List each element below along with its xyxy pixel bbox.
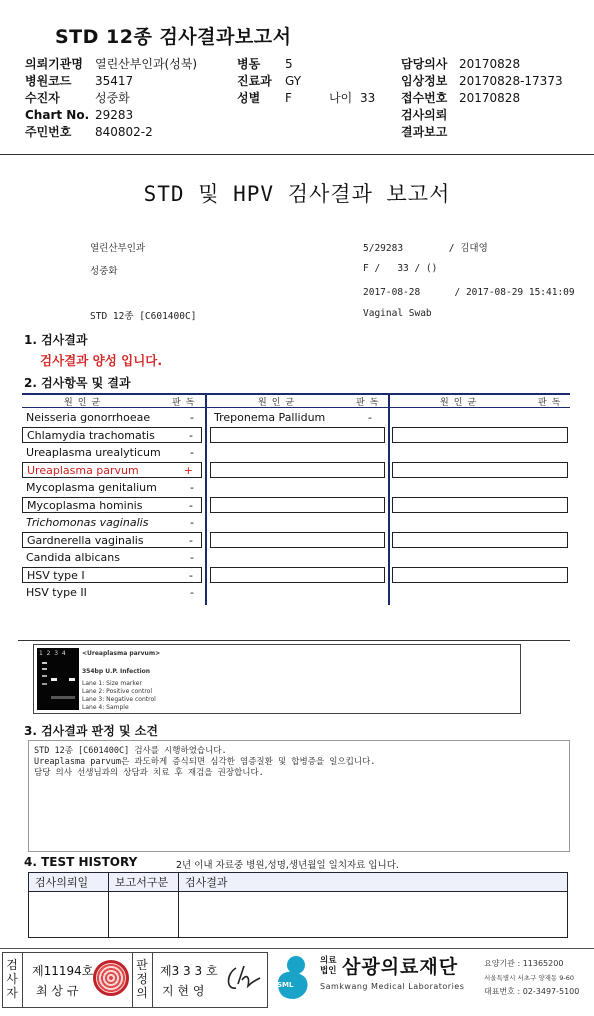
organism-result: - bbox=[190, 411, 194, 424]
result-row bbox=[22, 532, 202, 548]
info-patient: 성중화 bbox=[90, 266, 118, 277]
organism-result: - bbox=[190, 516, 194, 529]
header-right-values bbox=[459, 56, 563, 107]
institution-value: 열린산부인과(성북) bbox=[95, 57, 198, 71]
result-row-positive bbox=[22, 462, 202, 478]
receipt-no-label: 접수번호 bbox=[401, 91, 448, 105]
gel-lane-numbers: 1 2 3 4 bbox=[39, 650, 66, 657]
result-row bbox=[22, 427, 202, 443]
hospital-code-value: 35417 bbox=[95, 74, 134, 88]
ward-label: 병동 bbox=[237, 57, 261, 71]
organism-result: - bbox=[189, 569, 193, 582]
gel-lane-2: Lane 2: Positive control bbox=[82, 688, 153, 695]
finding-line: STD 12종 [C601400C] 검사를 시행하였습니다. bbox=[34, 746, 227, 756]
history-table bbox=[28, 872, 568, 938]
result-row bbox=[210, 410, 380, 426]
info-sex-age: F / 33 / () bbox=[363, 263, 438, 274]
section-2-title: 2. 검사항목 및 결과 bbox=[24, 376, 131, 390]
ward-value: 5 bbox=[285, 57, 293, 71]
section-divider bbox=[18, 640, 570, 641]
organism-result: - bbox=[190, 586, 194, 599]
age-value: 33 bbox=[360, 91, 376, 105]
chart-no-value: 29283 bbox=[95, 108, 134, 122]
reviewer-name: 지 현 영 bbox=[162, 984, 205, 998]
col-organism-header-2: 원인균 bbox=[258, 398, 300, 408]
sml-logo-icon bbox=[272, 953, 316, 1001]
resident-no-label: 주민번호 bbox=[25, 125, 72, 139]
result-row bbox=[22, 550, 202, 566]
history-note: 2년 이내 자료중 병원,성명,생년월일 일치자료 입니다. bbox=[176, 860, 399, 871]
organism-name: Treponema Pallidum bbox=[214, 411, 326, 424]
organism-result: + bbox=[183, 464, 193, 477]
column-divider-2 bbox=[388, 393, 390, 605]
empty-result-box bbox=[392, 497, 568, 513]
examiner-license-no: 제11194호 bbox=[32, 964, 94, 978]
organism-name: Neisseria gonorrhoeae bbox=[26, 411, 151, 424]
sml-logo-text: SML bbox=[277, 981, 294, 989]
result-report-label: 결과보고 bbox=[401, 125, 448, 139]
dept-value: GY bbox=[285, 74, 302, 88]
empty-result-box bbox=[210, 497, 385, 513]
info-specimen: Vaginal Swab bbox=[363, 308, 432, 319]
organism-name: HSV type I bbox=[27, 569, 85, 582]
organism-name: Ureaplasma parvum bbox=[27, 464, 139, 477]
history-col-date: 검사의뢰일 bbox=[29, 873, 109, 892]
col-result-header-2: 판독 bbox=[356, 398, 384, 408]
gel-lane-1: Lane 1: Size marker bbox=[82, 680, 142, 687]
organism-result: - bbox=[190, 481, 194, 494]
info-dates: 2017-08-28 / 2017-08-29 15:41:09 bbox=[363, 287, 575, 298]
section-3-title: 3. 검사결과 판정 및 소견 bbox=[24, 724, 158, 738]
sex-label: 성별 bbox=[237, 91, 261, 105]
organism-name: HSV type II bbox=[26, 586, 87, 599]
reviewer-label: 판정의 bbox=[136, 958, 148, 1000]
resident-no-value: 840802-2 bbox=[95, 125, 153, 139]
result-row bbox=[22, 480, 202, 496]
gel-title: <Ureaplasma parvum> bbox=[82, 650, 161, 657]
recipient-label: 수진자 bbox=[25, 91, 60, 105]
info-hospital: 열린산부인과 bbox=[90, 243, 146, 254]
organism-name: Ureaplasma urealyticum bbox=[26, 446, 161, 459]
result-row bbox=[22, 515, 202, 531]
result-row bbox=[22, 445, 202, 461]
dept-label: 진료과 bbox=[237, 74, 272, 88]
organism-name: Gardnerella vaginalis bbox=[27, 534, 144, 547]
result-row bbox=[22, 410, 202, 426]
history-col-type: 보고서구분 bbox=[109, 873, 179, 892]
section-1-title: 1. 검사결과 bbox=[24, 333, 88, 347]
organism-name: Mycoplasma hominis bbox=[27, 499, 143, 512]
org-address: 서울특별시 서초구 양재동 9-60 bbox=[484, 974, 575, 982]
clinical-info-value: 20170828 bbox=[459, 57, 521, 71]
info-id-doctor: 5/29283 / 김대영 bbox=[363, 243, 488, 254]
recipient-value: 성중화 bbox=[95, 91, 130, 105]
organism-name: Chlamydia trachomatis bbox=[27, 429, 155, 442]
org-prefix-1: 의료 bbox=[320, 956, 337, 966]
result-summary: 검사결과 양성 입니다. bbox=[40, 353, 163, 368]
organism-result: - bbox=[189, 429, 193, 442]
result-row bbox=[22, 567, 202, 583]
organism-name: Trichomonas vaginalis bbox=[26, 516, 149, 529]
org-contact bbox=[484, 957, 579, 999]
org-phone: 대표번호 : 02-3497-5100 bbox=[484, 987, 580, 996]
col-result-header-1: 판독 bbox=[172, 398, 200, 408]
receipt-no-value: 20170828-17373 bbox=[459, 74, 563, 88]
history-col-result: 검사결과 bbox=[179, 873, 568, 892]
info-test-name: STD 12종 [C601400C] bbox=[90, 311, 197, 322]
examiner-name: 최 상 규 bbox=[36, 984, 79, 998]
clinical-info-label: 임상정보 bbox=[401, 74, 448, 88]
column-divider-1 bbox=[205, 393, 207, 605]
header-mid-values bbox=[285, 56, 301, 107]
reviewer-signature-icon bbox=[222, 958, 262, 998]
gel-lane-4: Lane 4: Sample bbox=[82, 704, 129, 711]
chart-no-label: Chart No. bbox=[25, 108, 90, 122]
org-name: 삼광의료재단 bbox=[342, 956, 459, 978]
examiner-label: 검사자 bbox=[6, 958, 18, 1000]
examiner-seal-icon bbox=[93, 960, 129, 996]
organism-result: - bbox=[189, 534, 193, 547]
history-header-row bbox=[29, 873, 568, 892]
footer-divider bbox=[0, 948, 594, 949]
age-label: 나이 bbox=[329, 91, 353, 105]
history-empty-row bbox=[29, 892, 568, 938]
organism-result: - bbox=[190, 551, 194, 564]
empty-result-box bbox=[210, 567, 385, 583]
organism-name: Mycoplasma genitalium bbox=[26, 481, 157, 494]
doctor-label: 담당의사 bbox=[401, 57, 448, 71]
findings-text bbox=[34, 746, 375, 779]
gel-lane-3: Lane 3: Negative control bbox=[82, 696, 156, 703]
header-left-labels bbox=[25, 56, 89, 141]
reviewer-license-no: 제3 3 3 호 bbox=[160, 964, 218, 978]
header-divider bbox=[0, 154, 594, 155]
empty-result-box bbox=[392, 427, 568, 443]
result-row bbox=[22, 585, 202, 601]
empty-result-box bbox=[210, 532, 385, 548]
organism-result: - bbox=[190, 446, 194, 459]
org-code: 요양기관 : 11365200 bbox=[484, 959, 564, 968]
col-organism-header-3: 원인균 bbox=[440, 398, 482, 408]
finding-line: 담당 의사 선생님과의 상담과 치료 후 재검을 권장합니다. bbox=[34, 768, 264, 778]
request-label: 검사의뢰 bbox=[401, 108, 448, 122]
report-title: STD 및 HPV 검사결과 보고서 bbox=[143, 182, 451, 206]
finding-line: Ureaplasma parvum은 과도하게 증식되면 심각한 염증질환 및 합병증을 일으킵니다. bbox=[34, 757, 376, 767]
empty-result-box bbox=[210, 427, 385, 443]
col-result-header-3: 판독 bbox=[538, 398, 566, 408]
col-organism-header-1: 원인균 bbox=[64, 398, 106, 408]
organism-result: - bbox=[368, 411, 372, 424]
report-top-title: STD 12종 검사결과보고서 bbox=[55, 26, 292, 48]
header-left-values bbox=[95, 56, 197, 141]
hospital-code-label: 병원코드 bbox=[25, 74, 72, 88]
org-prefix bbox=[320, 956, 336, 976]
sex-value: F bbox=[285, 91, 292, 105]
institution-label: 의뢰기관명 bbox=[25, 57, 83, 71]
result-row bbox=[22, 497, 202, 513]
header-mid-labels bbox=[237, 56, 272, 107]
org-english-name: Samkwang Medical Laboratories bbox=[320, 982, 465, 991]
empty-result-box bbox=[392, 462, 568, 478]
section-4-title: 4. TEST HISTORY bbox=[24, 855, 138, 869]
org-prefix-2: 법인 bbox=[320, 966, 337, 976]
request-value: 20170828 bbox=[459, 91, 521, 105]
gel-electrophoresis-image bbox=[37, 648, 79, 710]
header-right-labels bbox=[401, 56, 447, 141]
empty-result-box bbox=[392, 567, 568, 583]
gel-band-label: 354bp U.P. Infection bbox=[82, 668, 151, 675]
empty-result-box bbox=[210, 462, 385, 478]
empty-result-box bbox=[392, 532, 568, 548]
organism-name: Candida albicans bbox=[26, 551, 120, 564]
gel-legend bbox=[82, 650, 160, 712]
organism-result: - bbox=[189, 499, 193, 512]
